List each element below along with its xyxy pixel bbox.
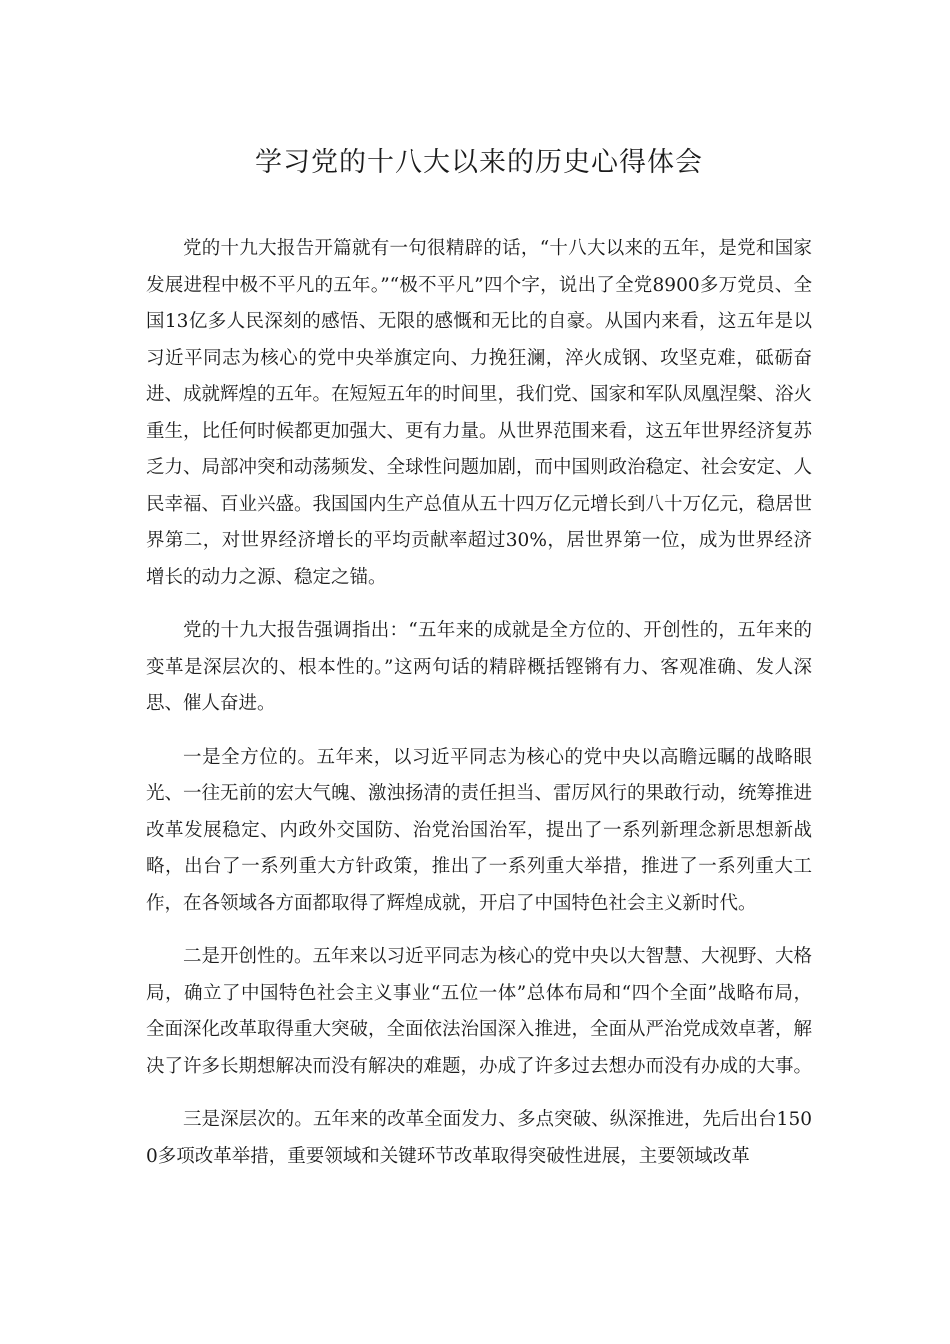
paragraph-1: 党的十九大报告开篇就有一句很精辟的话，“十八大以来的五年，是党和国家发展进程中极不平凡的五年。”“极不平凡”四个字，说出了全党8900多万党员、全国13亿多人民深刻的感悟、无限的感慨和无比的自豪。从国内来看，这五年是以习近平同志为核心的党中央举旗定向、力挽狂澜，淬火成钢、攻坚克难，砥砺奋进、成就辉煌的五年。在短短五年的时间里，我们党、国家和军队凤凰涅槃、浴火重生，比任何时候都更加强大、更有力量。从世界范围来看，这五年世界经济复苏乏力、局部冲突和动荡频发、全球性问题加剧，而中国则政治稳定、社会安定、人民幸福、百业兴盛。我国国内生产总值从五十四万亿元增长到八十万亿元，稳居世界第二，对世界经济增长的平均贡献率超过30%，居世界第一位，成为世界经济增长的动力之源、稳定之锚。: [146, 238, 813, 588]
paragraph-2: 党的十九大报告强调指出：“五年来的成就是全方位的、开创性的，五年来的变革是深层次的、根本性的。”这两句话的精辟概括铿锵有力、客观准确、发人深思、催人奋进。: [146, 620, 812, 714]
document-body: [146, 231, 812, 1192]
paragraph-5: 三是深层次的。五年来的改革全面发力、多点突破、纵深推进，先后出台1500多项改革举措，重要领域和关键环节改革取得突破性进展，主要领域改革: [146, 1109, 812, 1167]
document-title: 学习党的十八大以来的历史心得体会: [255, 147, 703, 178]
paragraph-4: 二是开创性的。五年来以习近平同志为核心的党中央以大智慧、大视野、大格局，确立了中国特色社会主义事业“五位一体”总体布局和“四个全面”战略布局，全面深化改革取得重大突破，全面依法治国深入推进，全面从严治党成效卓著，解决了许多长期想解决而没有解决的难题，办成了许多过去想办而没有办成的大事。: [146, 946, 813, 1077]
paragraph-3: 一是全方位的。五年来，以习近平同志为核心的党中央以高瞻远瞩的战略眼光、一往无前的宏大气魄、激浊扬清的责任担当、雷厉风行的果敢行动，统筹推进改革发展稳定、内政外交国防、治党治国治军，提出了一系列新理念新思想新战略，出台了一系列重大方针政策，推出了一系列重大举措，推进了一系列重大工作，在各领域各方面都取得了辉煌成就，开启了中国特色社会主义新时代。: [146, 746, 813, 914]
